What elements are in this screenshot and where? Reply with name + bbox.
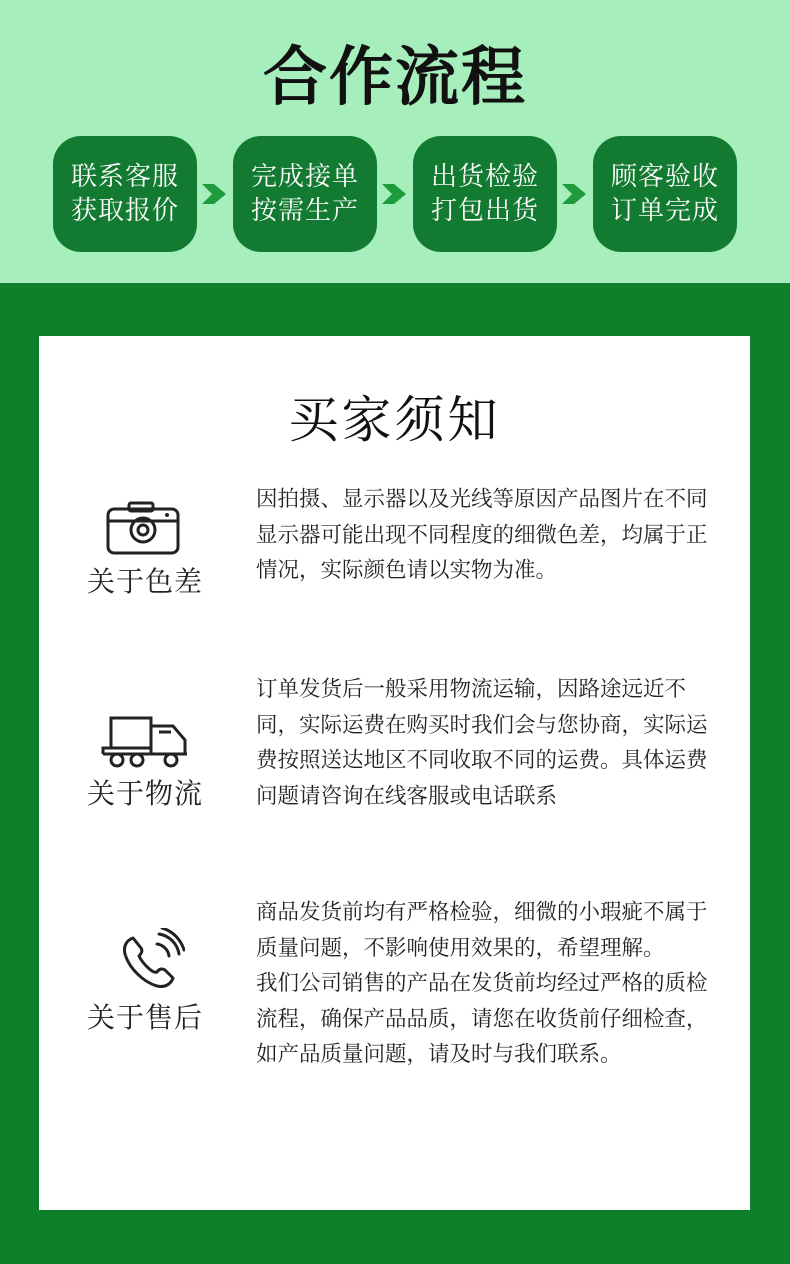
step-line: 出货检验	[430, 162, 539, 192]
arrow-right-icon	[560, 180, 590, 208]
step-line: 联系客服	[70, 162, 179, 192]
step-inspection-shipping	[413, 136, 557, 252]
step-line: 订单完成	[610, 196, 719, 226]
camera-icon	[105, 501, 181, 557]
paragraph: 订单发货后一般采用物流运输，因路途远近不同，实际运费在购买时我们会与您协商，实际运费按照送达地区不同收取不同的运费。具体运费问题请咨询在线客服或电话联系	[256, 677, 708, 809]
step-line: 按需生产	[250, 196, 359, 226]
arrow-right-icon	[200, 180, 230, 208]
step-acceptance	[593, 136, 737, 252]
paragraph: 我们公司销售的产品在发货前均经过严格的质检流程，确保产品品质，请您在收货前仔细检查，如产品质量问题，请及时与我们联系。	[256, 971, 708, 1067]
step-production	[233, 136, 377, 252]
notice-title: 买家须知	[288, 391, 501, 449]
arrow-right-icon	[380, 180, 410, 208]
process-title: 合作流程	[263, 41, 527, 115]
step-contact-service	[53, 136, 197, 252]
process-header	[0, 0, 790, 283]
step-line: 顾客验收	[610, 162, 719, 192]
truck-icon	[101, 714, 189, 770]
section-label-color: 关于色差	[86, 565, 203, 598]
paragraph: 因拍摄、显示器以及光线等原因产品图片在不同显示器可能出现不同程度的细微色差，均属于正情况，实际颜色请以实物为准。	[256, 487, 708, 583]
step-line: 打包出货	[430, 196, 539, 226]
phone-icon	[119, 928, 185, 990]
step-line: 获取报价	[70, 196, 179, 226]
buyer-notice-panel	[39, 336, 750, 1210]
section-text-logistics	[256, 672, 708, 814]
paragraph: 商品发货前均有严格检验，细微的小瑕疵不属于质量问题，不影响使用效果的，希望理解。	[256, 900, 708, 961]
section-text-after-sales	[256, 895, 708, 1073]
step-line: 完成接单	[250, 162, 359, 192]
section-text-color	[256, 482, 708, 589]
section-label-after-sales: 关于售后	[86, 1001, 203, 1034]
section-label-logistics: 关于物流	[86, 777, 203, 810]
